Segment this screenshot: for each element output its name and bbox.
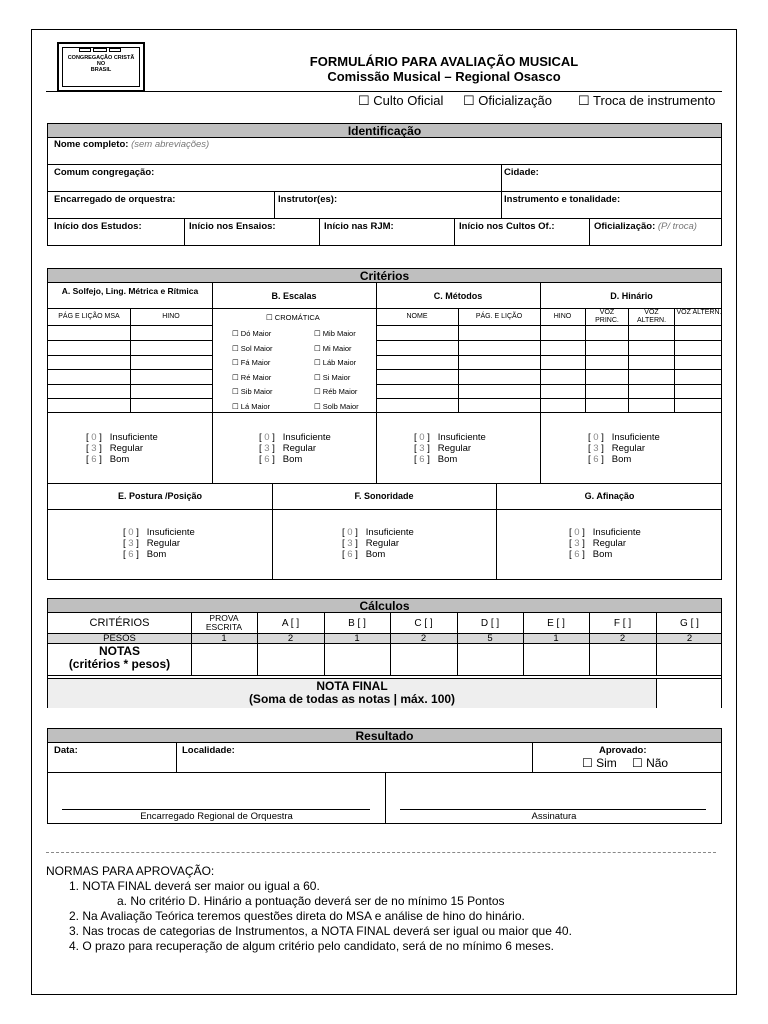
peso-c: 2 xyxy=(420,633,427,644)
logo-text-line2: NO xyxy=(96,61,106,67)
criterio-f-title: F. Sonoridade xyxy=(354,491,414,501)
criterio-a-col2: HINO xyxy=(162,313,180,320)
logo xyxy=(57,42,145,92)
criterio-d-col4: VOZ ALTERN. xyxy=(676,309,722,316)
field-oficializacao[interactable]: Oficialização: (P/ troca) xyxy=(594,221,697,232)
criterio-g-title: G. Afinação xyxy=(584,491,635,501)
criterio-d-col2: VOZ PRINC. xyxy=(595,309,619,324)
field-comum-congregacao[interactable]: Comum congregação: xyxy=(54,167,155,178)
field-encarregado[interactable]: Encarregado de orquestra: xyxy=(54,194,176,205)
escala-mib-maior[interactable]: ☐ Mib Maior xyxy=(314,329,356,338)
calc-pesos-label: PESOS xyxy=(103,633,136,644)
nota-final-label: NOTA FINAL (Soma de todas as notas | máx. 100) xyxy=(248,679,456,706)
field-inicio-rjm[interactable]: Início nas RJM: xyxy=(324,221,394,232)
escala-lab-maior[interactable]: ☐ Láb Maior xyxy=(314,358,357,367)
escala-mi-maior[interactable]: ☐ Mi Maior xyxy=(314,344,352,353)
signature-line-encarregado[interactable] xyxy=(62,809,370,810)
dashed-divider xyxy=(46,852,716,853)
nota-final-value[interactable] xyxy=(657,679,721,708)
peso-a: 2 xyxy=(287,633,294,644)
peso-b: 1 xyxy=(354,633,360,644)
field-instrumento[interactable]: Instrumento e tonalidade: xyxy=(504,194,621,205)
escala-la-maior[interactable]: ☐ Lá Maior xyxy=(232,402,270,411)
criterio-b-title: B. Escalas xyxy=(271,291,317,301)
field-cidade[interactable]: Cidade: xyxy=(504,167,539,178)
calc-col-a[interactable]: A [ ] xyxy=(281,618,300,629)
calculos-section xyxy=(47,598,722,708)
calc-col-c[interactable]: C [ ] xyxy=(414,618,433,629)
norma-1: 1. NOTA FINAL deverá ser maior ou igual a 60. xyxy=(69,879,320,893)
escala-sol-maior[interactable]: ☐ Sol Maior xyxy=(232,344,273,353)
criterios-section xyxy=(47,268,722,580)
field-localidade[interactable]: Localidade: xyxy=(182,745,235,756)
calc-col-e[interactable]: E [ ] xyxy=(547,618,565,629)
calc-col-b[interactable]: B [ ] xyxy=(348,618,366,629)
sign-encarregado-label: Encarregado Regional de Orquestra xyxy=(140,811,293,822)
calc-col-d[interactable]: D [ ] xyxy=(480,618,500,629)
aprovado-label: Aprovado: xyxy=(599,745,647,756)
peso-e: 1 xyxy=(553,633,559,644)
criterio-e-score[interactable]: [ 0 ] Insuficiente [ 3 ] Regular [ 6 ] Bom xyxy=(123,527,195,560)
resultado-header: Resultado xyxy=(48,729,721,743)
norma-1a: a. No critério D. Hinário a pontuação deverá ser de no mínimo 15 Pontos xyxy=(117,894,505,908)
criterio-a-col1: PÁG E LIÇÃO MSA xyxy=(58,313,120,320)
criterio-a-score[interactable]: [ 0 ] Insuficiente [ 3 ] Regular [ 6 ] Bom xyxy=(86,432,158,465)
criterio-g-score[interactable]: [ 0 ] Insuficiente [ 3 ] Regular [ 6 ] Bom xyxy=(569,527,641,560)
normas-title: NORMAS PARA APROVAÇÃO: xyxy=(46,864,215,878)
escala-solb-maior[interactable]: ☐ Solb Maior xyxy=(314,402,359,411)
option-culto-oficial[interactable]: ☐ Culto Oficial xyxy=(358,93,444,108)
criterio-c-score[interactable]: [ 0 ] Insuficiente [ 3 ] Regular [ 6 ] Bom xyxy=(414,432,486,465)
form-title: FORMULÁRIO PARA AVALIAÇÃO MUSICAL xyxy=(309,54,579,69)
criterios-header: Critérios xyxy=(48,269,721,283)
aprovado-nao[interactable]: ☐ Não xyxy=(632,756,669,770)
calc-notas-label: NOTAS (critérios * pesos) xyxy=(68,644,171,671)
escala-si-maior[interactable]: ☐ Si Maior xyxy=(314,373,351,382)
field-inicio-cultos[interactable]: Início nos Cultos Of.: xyxy=(459,221,555,232)
peso-d: 5 xyxy=(487,633,493,644)
field-inicio-ensaios[interactable]: Início nos Ensaios: xyxy=(189,221,276,232)
peso-prova: 1 xyxy=(221,633,227,644)
criterio-d-score[interactable]: [ 0 ] Insuficiente [ 3 ] Regular [ 6 ] Bom xyxy=(588,432,660,465)
field-nome-completo[interactable]: Nome completo: (sem abreviações) xyxy=(54,139,210,150)
calc-col-f[interactable]: F [ ] xyxy=(613,618,632,629)
sign-assinatura-label: Assinatura xyxy=(531,811,577,822)
calc-criterios-label: CRITÉRIOS xyxy=(89,617,150,629)
calc-col-g[interactable]: G [ ] xyxy=(680,618,699,629)
header-divider xyxy=(46,91,722,92)
criterio-f-score[interactable]: [ 0 ] Insuficiente [ 3 ] Regular [ 6 ] Bom xyxy=(342,527,414,560)
logo-text-line3: BRASIL xyxy=(90,67,112,73)
norma-3: 3. Nas trocas de categorias de Instrumentos, a NOTA FINAL deverá ser igual ou maior que 40. xyxy=(69,924,572,938)
logo-text-line1: CONGREGAÇÃO CRISTÃ xyxy=(67,55,135,61)
identificacao-section xyxy=(47,123,722,246)
escala-reb-maior[interactable]: ☐ Réb Maior xyxy=(314,387,358,396)
norma-4: 4. O prazo para recuperação de algum critério pelo candidato, será de no mínimo 6 meses. xyxy=(69,939,554,953)
criterio-d-title: D. Hinário xyxy=(610,291,653,301)
calculos-header: Cálculos xyxy=(48,599,721,613)
criterio-c-col1: NOME xyxy=(406,313,428,320)
escala-sib-maior[interactable]: ☐ Sib Maior xyxy=(232,387,273,396)
escala-re-maior[interactable]: ☐ Ré Maior xyxy=(232,373,272,382)
escala-cromatica[interactable]: ☐ CROMÁTICA xyxy=(266,313,320,322)
criterio-c-col2: PÁG. E LIÇÃO xyxy=(475,313,523,320)
peso-g: 2 xyxy=(686,633,693,644)
criterio-a-title: A. Solfejo, Ling. Métrica e Rítmica xyxy=(61,286,199,296)
aprovado-sim[interactable]: ☐ Sim xyxy=(582,756,617,770)
peso-f: 2 xyxy=(619,633,626,644)
criterio-d-col3: VOZ ALTERN. xyxy=(636,309,667,324)
criterio-e-title: E. Postura /Posição xyxy=(117,491,203,501)
field-data[interactable]: Data: xyxy=(54,745,78,756)
option-troca-instrumento[interactable]: ☐ Troca de instrumento xyxy=(578,93,716,108)
escala-fa-maior[interactable]: ☐ Fá Maior xyxy=(232,358,271,367)
form-page xyxy=(31,29,737,995)
criterio-d-col1: HINO xyxy=(553,313,572,320)
norma-2: 2. Na Avaliação Teórica teremos questões direta do MSA e análise de hino do hinário. xyxy=(69,909,525,923)
calc-prova-escrita: PROVA ESCRITA xyxy=(205,613,243,632)
identificacao-header: Identificação xyxy=(48,124,721,138)
escala-do-maior[interactable]: ☐ Dó Maior xyxy=(232,329,272,338)
criterio-c-title: C. Métodos xyxy=(433,291,483,301)
resultado-section xyxy=(47,728,722,824)
field-instrutor[interactable]: Instrutor(es): xyxy=(278,194,338,205)
form-subtitle: Comissão Musical – Regional Osasco xyxy=(327,69,561,84)
criterio-b-score[interactable]: [ 0 ] Insuficiente [ 3 ] Regular [ 6 ] Bom xyxy=(259,432,331,465)
option-oficializacao[interactable]: ☐ Oficialização xyxy=(463,93,552,108)
signature-line-assinatura[interactable] xyxy=(400,809,706,810)
field-inicio-estudos[interactable]: Início dos Estudos: xyxy=(54,221,142,232)
